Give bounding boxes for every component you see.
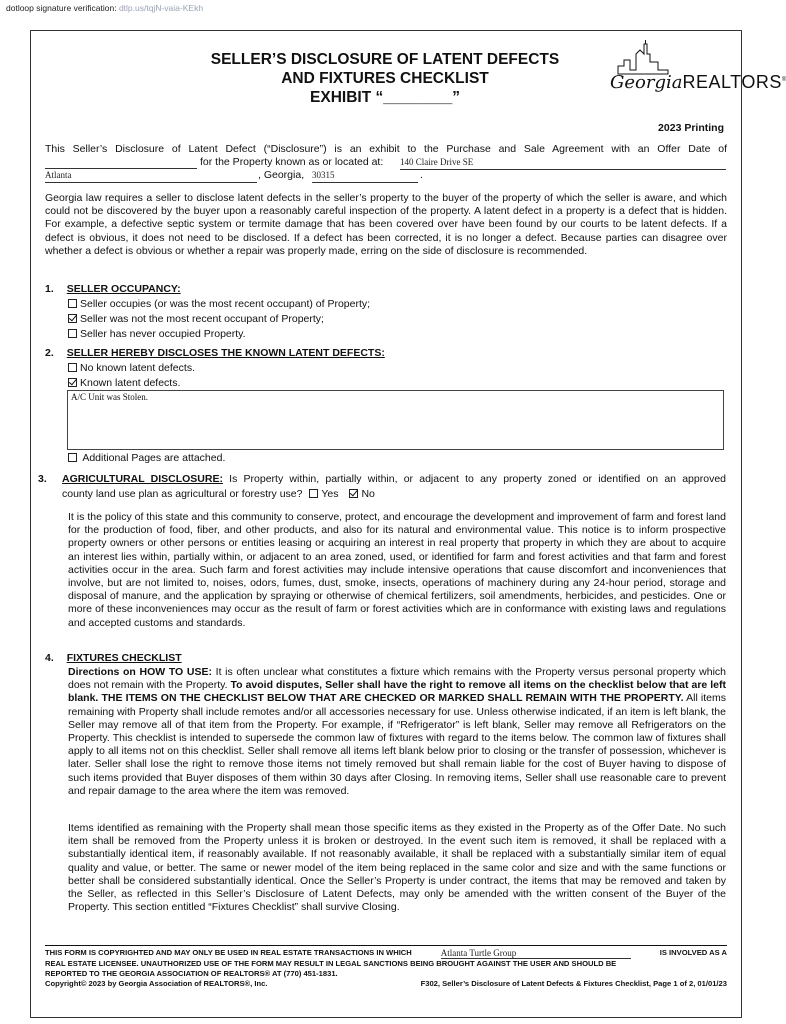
section-agricultural bbox=[38, 472, 726, 502]
section-4-number: 4. bbox=[45, 652, 54, 664]
agricultural-policy: It is the policy of this state and this community to conserve, protect, and encourage the development and improvement of farm and forest land for the production of food, fiber, and other products, and also for its natural and environmental value. This notice is to inform prospective property owners or other persons or entities leasing or acquiring an interest in real property that property in which they are about to acquire an interest lies within, partially within, or adjacent to an area zoned, used, or identified for farm and forest activities and that farm and forest activities occur in the area. Such farm and forest activities may include intensive operations that cause discomfort and inconveniences that involve, but are not limited to, noises, odors, fumes, dust, smoke, insects, operations of machinery during any 24-hour period, storage and disposal of manure, and the application by spraying or otherwise of chemical fertilizers, soil amendments, herbicides, and pesticides. One or more of these inconveniences may occur as the result of farm or forest activities which are in conformance with existing laws and regulations and accepted customs and standards. bbox=[68, 511, 726, 629]
defects-description-text: A/C Unit was Stolen. bbox=[71, 392, 149, 402]
period: . bbox=[420, 169, 423, 181]
agricultural-question-b: county land use plan as agricultural or forestry use? bbox=[62, 488, 303, 500]
document-title bbox=[150, 50, 620, 107]
section-4-heading: FIXTURES CHECKLIST bbox=[66, 652, 182, 664]
known-defects-checkbox[interactable] bbox=[68, 378, 77, 387]
directions-bold: To avoid disputes, Seller shall have the right to remove all items on the checklist below that are left blank. THE ITEMS ON THE CHECKLIST BELOW THAT ARE CHECKED OR MARKED SHALL REMAIN WITH THE PROPERTY. bbox=[68, 679, 726, 705]
fixtures-directions bbox=[68, 666, 726, 798]
additional-pages-checkbox[interactable] bbox=[68, 453, 77, 462]
defects-option-none[interactable]: No known latent defects. bbox=[68, 361, 725, 376]
address-field[interactable]: 140 Claire Drive SE bbox=[400, 157, 726, 170]
section-4-title bbox=[45, 651, 182, 666]
directions-text-2: All items remaining with Property shall include remotes and/or all accessories necessary for use. Unless otherwise indicated, if an item is left blank, the Seller may remove all of that item from the Property. For example, if “Refrigerator” is left blank, Seller may remove all Refrigerators on the Property. This checklist is intended to supersede the common law of fixtures with regard to the items below. The common law of fixtures shall apply to all items not on this checklist. Seller shall remove all items left blank below prior to closing or the transfer of possession, whichever is later. Seller shall lose the right to remove those items not timely removed but shall remain liable for the cost of Buyer having to dispose of such items provided that Buyer disposes of them within 30 days after Closing. In removing items, Seller shall use reasonable care to prevent and repair damage to the area where the item was removed. bbox=[68, 692, 726, 797]
intro-line-1: This Seller’s Disclosure of Latent Defect (“Disclosure”) is an exhibit to the Purchase and Sale Agreement with an Offer Date of bbox=[45, 143, 727, 155]
agricultural-no-option[interactable]: No bbox=[349, 488, 374, 500]
additional-pages-option[interactable] bbox=[68, 451, 225, 466]
title-line-3: EXHIBIT “________” bbox=[310, 89, 460, 106]
footer-line-1b: IS INVOLVED AS A bbox=[659, 948, 727, 957]
additional-pages-label: Additional Pages are attached. bbox=[82, 452, 226, 464]
law-paragraph: Georgia law requires a seller to disclose latent defects in the seller’s property to the buyer of the property of which the seller is aware, and which could not be discovered by the buyer upon a reasonably careful inspection of the property. A latent defect in a property is a defect that is hidden. For example, a defective septic system or termite damage that has been covered over have been found by our courts to be latent defects. If a defect is obvious, it does not need to be disclosed. If a defect has been corrected, it is no longer a defect. Because parties can disagree over whether a defect is obvious or whether a repair was properly made, erring on the side of disclosure is recommended. bbox=[45, 192, 727, 257]
printing-year: 2023 Printing bbox=[658, 122, 724, 134]
section-3-number: 3. bbox=[38, 473, 47, 485]
title-line-1: SELLER’S DISCLOSURE OF LATENT DEFECTS bbox=[210, 51, 560, 68]
no-defects-checkbox[interactable] bbox=[68, 363, 77, 372]
footer bbox=[45, 948, 727, 989]
section-seller-occupancy bbox=[45, 282, 725, 342]
copyright: Copyright© 2023 by Georgia Association of REALTORS®, Inc. bbox=[45, 979, 268, 988]
yes-checkbox[interactable] bbox=[309, 489, 318, 498]
city-field[interactable]: Atlanta bbox=[45, 170, 257, 183]
section-latent-defects bbox=[45, 346, 725, 391]
occupancy-checkbox-1[interactable] bbox=[68, 299, 77, 308]
occupancy-option-3[interactable]: Seller has never occupied Property. bbox=[68, 327, 725, 342]
agricultural-question-a: Is Property within, partially within, or adjacent to any property zoned or identified on an approved bbox=[229, 473, 726, 485]
occupancy-option-2[interactable]: Seller was not the most recent occupant of Property; bbox=[68, 312, 725, 327]
section-1-heading: SELLER OCCUPANCY: bbox=[66, 283, 181, 295]
offer-date-field[interactable] bbox=[45, 156, 197, 169]
verification-label: dotloop signature verification: bbox=[6, 3, 117, 13]
occupancy-checkbox-2[interactable] bbox=[68, 314, 77, 323]
intro-line-2: for the Property known as or located at: bbox=[200, 156, 384, 168]
items-paragraph: Items identified as remaining with the Property shall mean those specific items as they existed in the Property as of the Offer Date. No such item shall be removed from the Property unless it is broken or destroyed. In the event such item is removed, it shall be replaced with a substantially identical item, if reasonably available. If not reasonably available, it shall be replaced with a substantially similar item of equal quality and value, or better. The same or newer model of the item being replaced in the same color and size and with the same functions or better shall be considered substantially identical. Once the Seller’s Property is under contract, the items that may be removed and taken by the Seller, as reflected in this Seller’s Disclosure of Latent Defects, may only be amended with the written consent of the Buyer of the Property. This section entitled “Fixtures Checklist” shall survive Closing. bbox=[68, 822, 726, 914]
section-3-heading: AGRICULTURAL DISCLOSURE: bbox=[62, 473, 223, 485]
occupancy-option-1[interactable]: Seller occupies (or was the most recent occupant) of Property; bbox=[68, 297, 725, 312]
directions-label: Directions on HOW TO USE: bbox=[68, 666, 212, 678]
occupancy-checkbox-3[interactable] bbox=[68, 329, 77, 338]
logo-georgia-text: Georgia bbox=[610, 72, 683, 93]
footer-line-2: REAL ESTATE LICENSEE. UNAUTHORIZED USE OF THE FORM MAY RESULT IN LEGAL SANCTIONS BEING BROUGHT AGAINST THE USER AND SHOULD BE bbox=[45, 959, 617, 968]
section-2-heading: SELLER HEREBY DISCLOSES THE KNOWN LATENT DEFECTS: bbox=[66, 347, 385, 359]
footer-divider bbox=[45, 945, 727, 946]
georgia-realtors-logo: GeorgiaREALTORS® bbox=[610, 40, 740, 106]
zip-field[interactable]: 30315 bbox=[312, 170, 418, 183]
directions-text-1: It is often unclear what constitutes a fixture which remains with the Property versus personal property which does not remain with the Property. bbox=[68, 666, 727, 692]
form-id: F302, Seller’s Disclosure of Latent Defects & Fixtures Checklist, Page 1 of 2, 01/01/23 bbox=[420, 979, 727, 988]
skyline-icon bbox=[610, 40, 740, 76]
section-2-number: 2. bbox=[45, 347, 54, 359]
broker-field[interactable]: Atlanta Turtle Group bbox=[441, 948, 631, 959]
section-1-number: 1. bbox=[45, 283, 54, 295]
intro-paragraph bbox=[45, 143, 727, 156]
defects-option-known[interactable]: Known latent defects. bbox=[68, 376, 725, 391]
title-line-2: AND FIXTURES CHECKLIST bbox=[281, 70, 489, 87]
georgia-label: , Georgia, bbox=[258, 169, 305, 181]
logo-realtors-text: REALTORS bbox=[682, 72, 782, 92]
signature-verification bbox=[6, 3, 203, 13]
no-checkbox[interactable] bbox=[349, 489, 358, 498]
footer-line-1a: THIS FORM IS COPYRIGHTED AND MAY ONLY BE USED IN REAL ESTATE TRANSACTIONS IN WHICH bbox=[45, 948, 412, 957]
footer-line-3: REPORTED TO THE GEORGIA ASSOCIATION OF REALTORS® AT (770) 451-1831. bbox=[45, 969, 338, 978]
defects-description-box[interactable] bbox=[67, 390, 724, 450]
agricultural-yes-option[interactable]: Yes bbox=[309, 488, 338, 500]
verification-link[interactable]: dtlp.us/tqjN-vaia-KEkh bbox=[118, 3, 204, 13]
